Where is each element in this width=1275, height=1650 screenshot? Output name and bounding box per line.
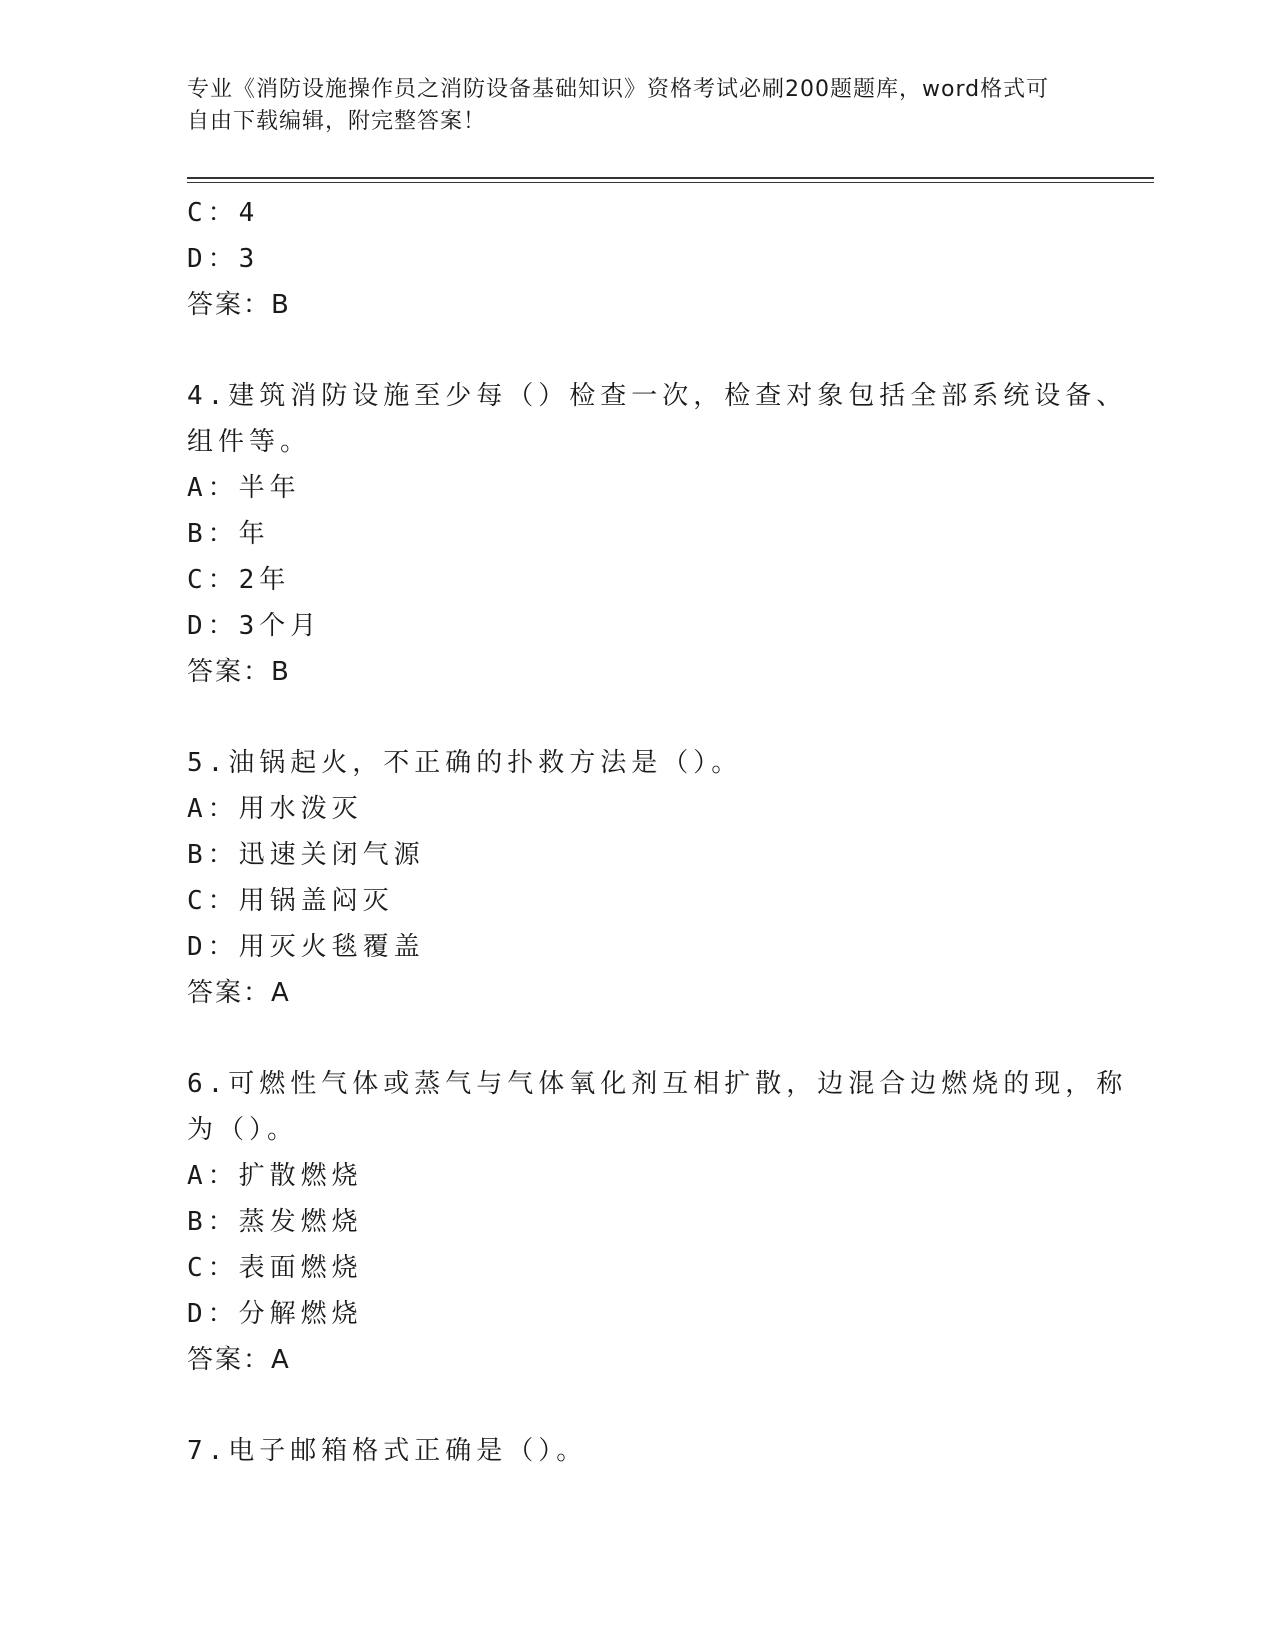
option-a: A：扩散燃烧 xyxy=(187,1161,363,1191)
question-5 xyxy=(187,740,1067,1016)
option-c: C：2年 xyxy=(187,565,291,595)
option-b: B：蒸发燃烧 xyxy=(187,1207,363,1237)
option-b: B：年 xyxy=(187,519,270,549)
question-stem-continued: 组件等。 xyxy=(187,427,312,457)
header-title: 专业《消防设施操作员之消防设备基础知识》资格考试必刷200题题库，word格式可自由下载编辑，附完整答案！ xyxy=(187,77,1050,134)
option-d: D：3 xyxy=(187,244,260,274)
question-stem: 4.建筑消防设施至少每（）检查一次，检查对象包括全部系统设备、 xyxy=(187,381,1128,411)
question-7 xyxy=(187,1428,1067,1474)
option-d: D：分解燃烧 xyxy=(187,1299,363,1329)
option-d: D：3个月 xyxy=(187,611,322,641)
answer: 答案：B xyxy=(187,290,291,320)
question-6 xyxy=(187,1061,1128,1383)
header-divider xyxy=(187,177,1154,183)
option-c: C：表面燃烧 xyxy=(187,1253,363,1283)
option-d: D：用灭火毯覆盖 xyxy=(187,932,425,962)
answer: 答案：A xyxy=(187,978,291,1008)
option-c: C：4 xyxy=(187,198,260,228)
question-4 xyxy=(187,373,1128,695)
question-stem: 6.可燃性气体或蒸气与气体氧化剂互相扩散，边混合边燃烧的现，称 xyxy=(187,1069,1128,1099)
answer: 答案：B xyxy=(187,657,291,687)
option-a: A：用水泼灭 xyxy=(187,794,363,824)
question-stem-continued: 为（）。 xyxy=(187,1115,299,1145)
question-3-tail xyxy=(187,190,1067,328)
document-header xyxy=(187,74,1067,138)
option-a: A：半年 xyxy=(187,473,301,503)
answer: 答案：A xyxy=(187,1345,291,1375)
question-list xyxy=(187,190,1128,1474)
option-b: B：迅速关闭气源 xyxy=(187,840,425,870)
question-stem: 5.油锅起火，不正确的扑救方法是（）。 xyxy=(187,748,743,778)
option-c: C：用锅盖闷灭 xyxy=(187,886,394,916)
question-stem: 7.电子邮箱格式正确是（）。 xyxy=(187,1436,588,1466)
